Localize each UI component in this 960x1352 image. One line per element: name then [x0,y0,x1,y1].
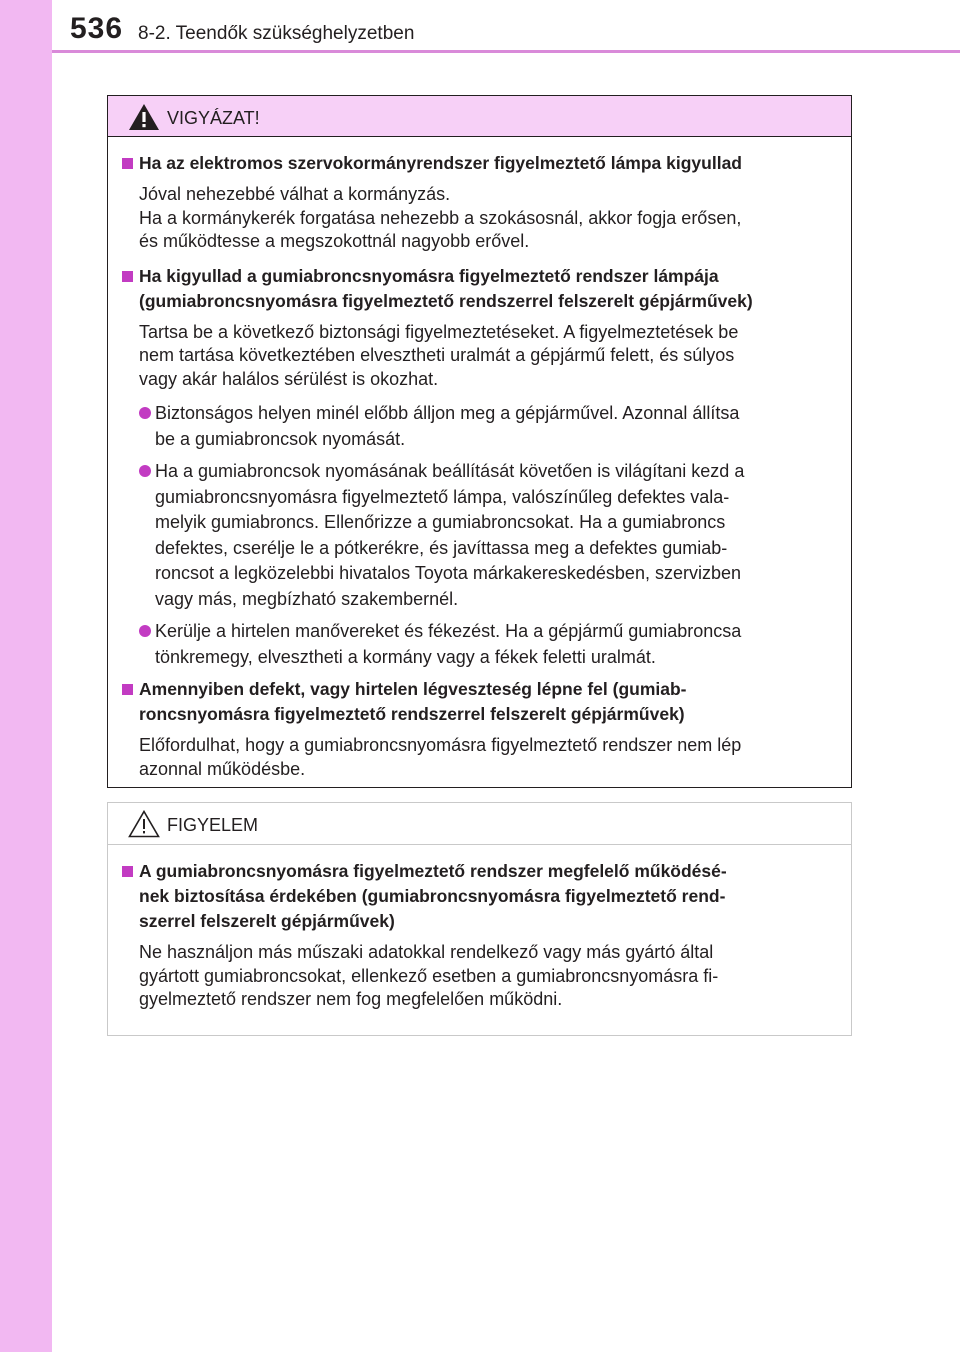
paragraph: Jóval nehezebbé válhat a kormányzás. Ha a kormánykerék forgatása nehezebb a szokásosnál, akkor fogja erősen, és működtesse a megszokottnál nagyobb erővel. [139,184,742,251]
warning-outline-icon [128,810,160,838]
warning-heading: VIGYÁZAT! [167,108,260,128]
circle-bullet-icon [139,407,151,419]
bullet-item: Ha a gumiabroncsok nyomásának beállítását követően is világítani kezd a gumiabroncsnyomásra figyelmeztető lámpa, valószínűleg defektes vala- melyik gumiabroncs. Ellenőrizze a gumiabroncsokat. Ha a gumiabroncs defektes, cserélje le a pótkerékre, és javíttassa meg a defektes gumiab- roncsot a legközelebbi hivatalos Toyota márkakereskedésben, szervizben vagy más, megbízható szakembernél. [122,459,841,612]
bullet-item: Biztonságos helyen minél előbb álljon meg a gépjárművel. Azonnal állítsa be a gumiabroncsok nyomását. [122,401,841,452]
paragraph: Előfordulhat, hogy a gumiabroncsnyomásra figyelmeztető rendszer nem lép azonnal működésbe. [139,735,742,779]
square-bullet-icon [122,684,133,695]
square-bullet-icon [122,158,133,169]
section-heading: Ha kigyullad a gumiabroncsnyomásra figyelmeztető rendszer lámpája (gumiabroncsnyomásra figyelmeztető rendszerrel felszerelt gépjárművek) [122,264,841,314]
section-heading: Ha az elektromos szervokormányrendszer figyelmeztető lámpa kigyullad [122,151,841,176]
section-heading: A gumiabroncsnyomásra figyelmeztető rendszer megfelelő működésé- nek biztosítása érdekében (gumiabroncsnyomásra figyelmeztető rend- szerrel felszerelt gépjárművek) [122,859,841,934]
section-heading: Amennyiben defekt, vagy hirtelen légveszteség lépne fel (gumiab- roncsnyomásra figyelmeztető rendszerrel felszerelt gépjárművek) [122,677,841,727]
side-color-band [0,0,52,1352]
notice-heading: FIGYELEM [167,815,259,835]
square-bullet-icon [122,271,133,282]
page-number: 536 [70,12,124,45]
notice-box [107,802,852,1036]
header-rule [52,50,960,53]
section-title: 8-2. Teendők szükséghelyzetben [138,23,415,44]
warning-box-header [108,96,851,137]
warning-box [107,95,852,788]
warning-triangle-icon [128,103,160,131]
notice-box-header [108,803,851,845]
paragraph: Ne használjon más műszaki adatokkal rendelkező vagy más gyártó által gyártott gumiabroncsokat, ellenkező esetben a gumiabroncsnyomásra fi- gyelmeztető rendszer nem fog megfelelően működni. [139,942,719,1009]
circle-bullet-icon [139,465,151,477]
circle-bullet-icon [139,625,151,637]
bullet-item: Kerülje a hirtelen manővereket és fékezést. Ha a gépjármű gumiabroncsa tönkremegy, elvesztheti a kormány vagy a fékek feletti uralmát. [122,619,841,670]
paragraph: Tartsa be a következő biztonsági figyelmeztetéseket. A figyelmeztetések be nem tartása következtében elvesztheti uralmát a gépjármű felett, és súlyos vagy akár halálos sérülést is okozhat. [139,321,739,389]
square-bullet-icon [122,866,133,877]
